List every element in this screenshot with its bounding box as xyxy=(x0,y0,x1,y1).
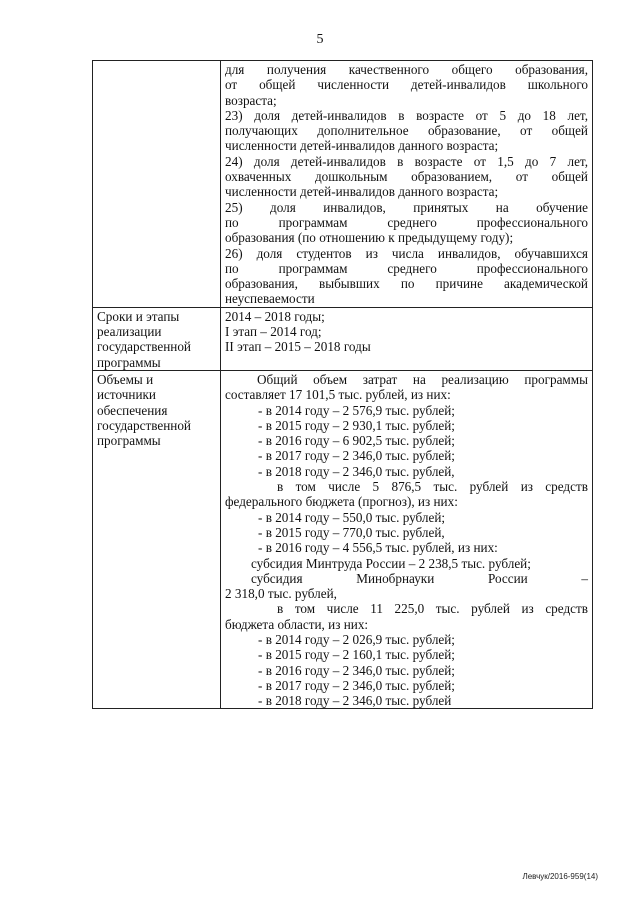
content-line: субсидия Минтруда России – 2 238,5 тыс. рублей; xyxy=(251,555,531,571)
row-label-cell xyxy=(93,370,221,709)
content-line: - в 2016 году – 6 902,5 тыс. рублей; xyxy=(258,433,455,449)
content-line: составляет 17 101,5 тыс. рублей, из них: xyxy=(225,387,451,403)
content-line: - в 2014 году – 550,0 тыс. рублей; xyxy=(258,509,446,525)
content-line: по программам среднего профессионального xyxy=(225,260,588,276)
content-line: охваченных дошкольным образованием, от общей xyxy=(225,169,588,185)
content-line: численности детей-инвалидов данного возраста; xyxy=(225,184,499,200)
table-row xyxy=(93,370,593,709)
content-line: - в 2015 году – 770,0 тыс. рублей, xyxy=(258,524,445,540)
row-label-line: Объемы и xyxy=(97,371,154,387)
content-line: бюджета области, из них: xyxy=(225,616,369,632)
row-label-cell xyxy=(93,61,221,308)
row-content-cell xyxy=(221,61,593,308)
content-line: в том числе 11 225,0 тыс. рублей из средств xyxy=(277,601,588,617)
content-line: - в 2015 году – 2 160,1 тыс. рублей; xyxy=(258,647,455,663)
row-content-cell xyxy=(221,370,593,709)
content-line: 24) доля детей-инвалидов в возрасте от 1,5 до 7 лет, xyxy=(225,153,588,169)
content-line: - в 2016 году – 4 556,5 тыс. рублей, из них: xyxy=(258,540,498,556)
content-line: субсидия Минобрнауки России – xyxy=(251,570,588,586)
content-line: от общей численности детей-инвалидов школьного xyxy=(225,77,588,93)
content-line: - в 2014 году – 2 576,9 тыс. рублей; xyxy=(258,402,455,418)
content-line: Общий объем затрат на реализацию программы xyxy=(257,371,588,387)
content-line: 25) доля инвалидов, принятых на обучение xyxy=(225,199,588,215)
content-line: - в 2017 году – 2 346,0 тыс. рублей; xyxy=(258,448,455,464)
row-label-line: программы xyxy=(97,433,161,449)
content-line: в том числе 5 876,5 тыс. рублей из средств xyxy=(277,479,588,495)
content-line: - в 2018 году – 2 346,0 тыс. рублей xyxy=(258,693,452,709)
content-line: - в 2014 году – 2 026,9 тыс. рублей; xyxy=(258,631,455,647)
content-line: II этап – 2015 – 2018 годы xyxy=(225,339,371,355)
row-label-line: государственной xyxy=(97,417,191,433)
content-line: 2 318,0 тыс. рублей, xyxy=(225,586,337,602)
content-line: по программам среднего профессионального xyxy=(225,214,588,230)
content-line: возраста; xyxy=(225,92,277,108)
content-line: образования (по отношению к предыдущему году); xyxy=(225,230,514,246)
content-line: 26) доля студентов из числа инвалидов, обучавшихся xyxy=(225,245,588,261)
document-footer-id: Левчук/2016-959(14) xyxy=(522,872,598,881)
program-passport-table xyxy=(92,60,593,709)
row-label-cell xyxy=(93,307,221,370)
content-line: 23) доля детей-инвалидов в возрасте от 5 до 18 лет, xyxy=(225,107,588,123)
row-label-line: Сроки и этапы xyxy=(97,308,180,324)
content-line: для получения качественного общего образования, xyxy=(225,62,588,77)
content-line: образования, выбывших по причине академической xyxy=(225,276,588,292)
content-line: - в 2015 году – 2 930,1 тыс. рублей; xyxy=(258,417,455,433)
row-content-cell xyxy=(221,307,593,370)
page-number: 5 xyxy=(316,32,324,47)
content-line: I этап – 2014 год; xyxy=(225,324,322,340)
content-line: неуспеваемости xyxy=(225,291,315,307)
table-row xyxy=(93,61,593,308)
row-label-line: источники xyxy=(97,387,156,403)
table-row xyxy=(93,307,593,370)
content-line: 2014 – 2018 годы; xyxy=(225,308,325,324)
content-line: - в 2018 году – 2 346,0 тыс. рублей, xyxy=(258,463,455,479)
content-line: численности детей-инвалидов данного возраста; xyxy=(225,138,499,154)
row-label-line: программы xyxy=(97,354,161,370)
content-line: - в 2016 году – 2 346,0 тыс. рублей; xyxy=(258,662,455,678)
content-line: федерального бюджета (прогноз), из них: xyxy=(225,494,458,510)
content-line: - в 2017 году – 2 346,0 тыс. рублей; xyxy=(258,677,455,693)
content-line: получающих дополнительное образование, от общей xyxy=(225,123,588,139)
row-label-line: государственной xyxy=(97,339,191,355)
row-label-line: реализации xyxy=(97,324,162,340)
row-label-line: обеспечения xyxy=(97,402,168,418)
